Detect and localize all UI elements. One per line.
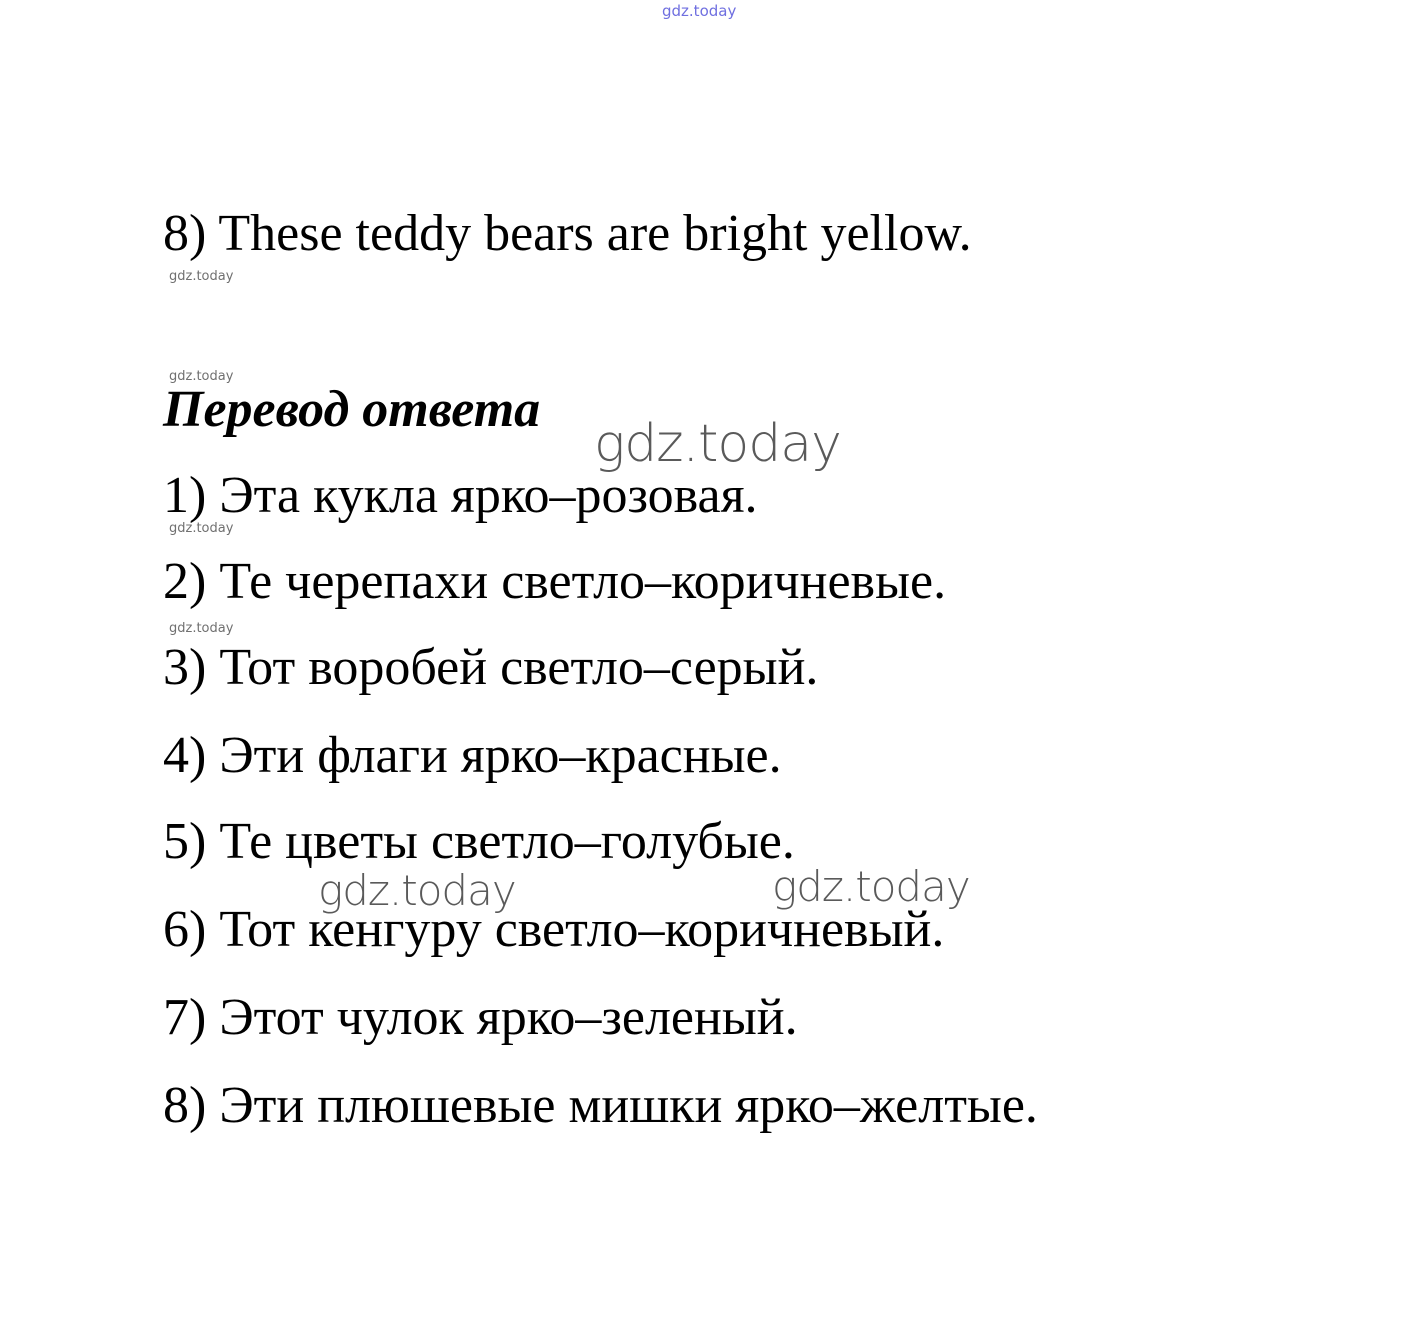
watermark-large-1: gdz.today <box>594 414 841 474</box>
translation-line-4: 4) Эти флаги ярко–красные. <box>163 727 782 784</box>
translation-line-1: 1) Эта кукла ярко–розовая. <box>163 467 758 524</box>
translation-line-8: 8) Эти плюшевые мишки ярко–желтые. <box>163 1077 1038 1134</box>
watermark-small-1: gdz.today <box>169 269 234 284</box>
translation-line-5: 5) Те цветы светло–голубые. <box>163 813 795 870</box>
watermark-large-2: gdz.today <box>318 866 516 915</box>
translation-heading: Перевод ответа <box>163 381 541 438</box>
watermark-small-3: gdz.today <box>169 521 234 536</box>
translation-line-7: 7) Этот чулок ярко–зеленый. <box>163 989 798 1046</box>
english-sentence-8: 8) These teddy bears are bright yellow. <box>163 205 972 262</box>
watermark-small-4: gdz.today <box>169 621 234 636</box>
translation-line-2: 2) Те черепахи светло–коричневые. <box>163 553 947 610</box>
watermark-large-3: gdz.today <box>772 862 970 911</box>
watermark-small-2: gdz.today <box>169 369 234 384</box>
translation-line-6: 6) Тот кенгуру светло–коричневый. <box>163 901 945 958</box>
translation-line-3: 3) Тот воробей светло–серый. <box>163 639 819 696</box>
watermark-top: gdz.today <box>662 2 737 20</box>
